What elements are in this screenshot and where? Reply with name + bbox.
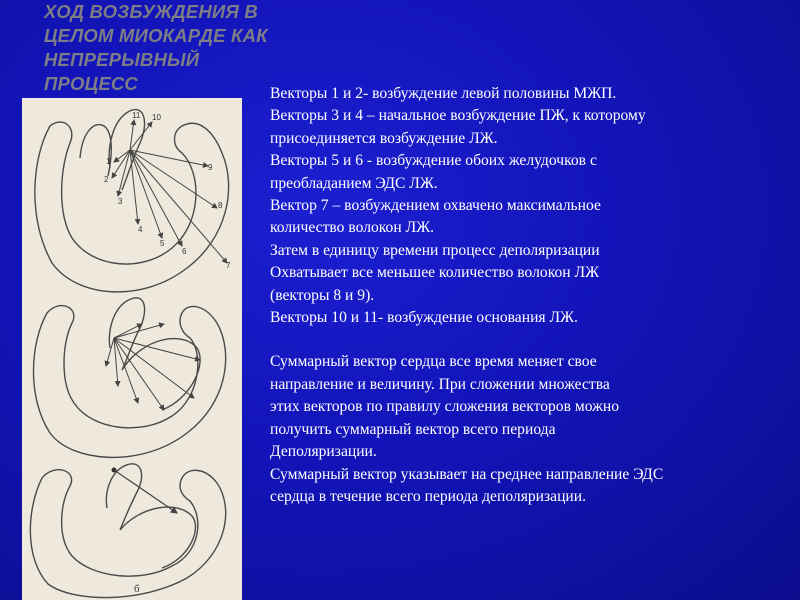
text-line: Вектор 7 – возбуждением охвачено максимальное xyxy=(270,197,601,215)
vector-label-6: 6 xyxy=(182,247,187,256)
text-line: количество волокон ЛЖ. xyxy=(270,219,435,237)
vector-label-7: 7 xyxy=(226,261,231,270)
text-line: (векторы 8 и 9). xyxy=(270,286,375,304)
summary-vector xyxy=(114,470,177,513)
title-line: ЦЕЛОМ МИОКАРДЕ КАК xyxy=(44,25,268,46)
title-line: ПРОЦЕСС xyxy=(44,73,138,94)
heart-vector-figure xyxy=(22,98,242,600)
heart-vector-svg xyxy=(22,98,242,600)
explanation-text xyxy=(270,83,790,508)
text-line: получить суммарный вектор всего периода xyxy=(270,420,556,438)
vector-label-11: 11 xyxy=(132,111,141,120)
text-line: Векторы 10 и 11- возбуждение основания ЛЖ. xyxy=(270,309,578,327)
text-line: преобладанием ЭДС ЛЖ. xyxy=(270,174,438,192)
text-line: Суммарный вектор сердца все время меняет свое xyxy=(270,353,597,371)
vector-fan-top xyxy=(112,120,227,263)
panel-label: б xyxy=(134,583,140,595)
vector-label-10: 10 xyxy=(152,113,161,122)
paragraph-gap xyxy=(270,329,790,351)
text-line: присоединяется возбуждение ЛЖ. xyxy=(270,129,498,147)
rv-top xyxy=(80,125,111,176)
title-line: НЕПРЕРЫВНЫЙ xyxy=(44,49,200,70)
vector-label-2: 2 xyxy=(104,175,109,184)
text-line: Деполяризации. xyxy=(270,443,377,461)
text-line: этих векторов по правилу сложения векторов можно xyxy=(270,398,620,416)
septum-top xyxy=(109,110,144,190)
text-line: Векторы 5 и 6 - возбуждение обоих желудочков с xyxy=(270,152,597,170)
vector-fan-middle xyxy=(106,324,200,410)
vector-label-9: 9 xyxy=(208,163,213,172)
text-line: Векторы 3 и 4 – начальное возбуждение ПЖ, к которому xyxy=(270,107,646,125)
text-line: Суммарный вектор указывает на среднее направление ЭДС xyxy=(270,465,664,483)
slide-title xyxy=(44,0,294,96)
vector-label-3: 3 xyxy=(118,197,123,206)
text-line: сердца в течение всего периода деполяризации. xyxy=(270,487,587,505)
text-line: направление и величину. При сложении множества xyxy=(270,375,610,393)
text-line: Охватывает все меньшее количество волокон ЛЖ xyxy=(270,264,600,282)
vector-label-8: 8 xyxy=(218,201,223,210)
heart-outline-bottom xyxy=(30,470,225,598)
vector-label-5: 5 xyxy=(160,239,165,248)
text-line: Затем в единицу времени процесс деполяризации xyxy=(270,241,600,259)
vector-label-1: 1 xyxy=(106,157,111,166)
vector-label-4: 4 xyxy=(138,225,143,234)
text-line: Векторы 1 и 2- возбуждение левой половины МЖП. xyxy=(270,85,617,102)
vector-origin-dot xyxy=(112,468,117,473)
title-line: ХОД ВОЗБУЖДЕНИЯ В xyxy=(44,1,258,22)
septum-bottom xyxy=(106,464,141,530)
